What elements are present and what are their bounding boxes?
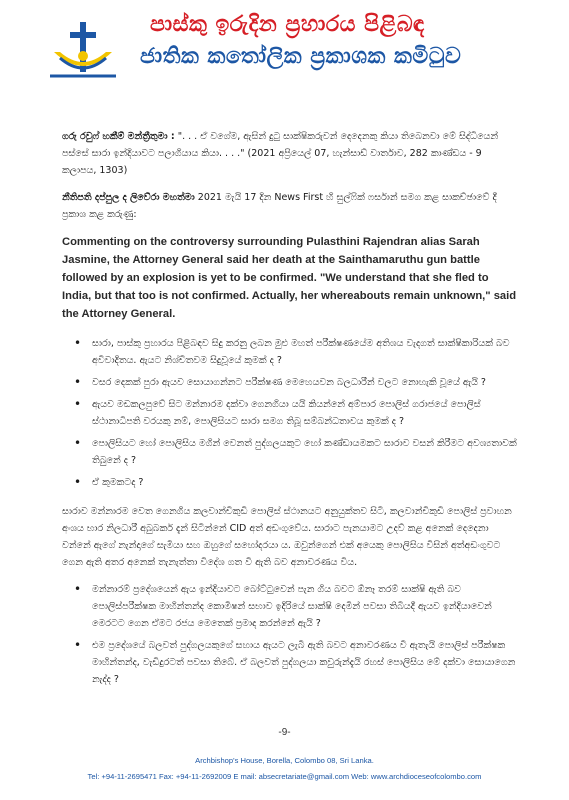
footer-contact: Tel: +94-11-2695471 Fax: +94-11-2692009 E mail: absecretariate@gmail.com Web: www.archdioceseofcolombo.com [87, 772, 482, 781]
bullet-icon: • [74, 638, 82, 652]
list-item: • එම ප්‍රදේශයේ බලවත් පුද්ගලයකුගේ සහාය ඇයට ලැබී ඇති බවට අනාවරණය වී ඇතැයි පොලිස් පරීක්ෂක මාහින්තන්ද, වැඩිදුරටත් පවසා තිබේ. ඒ බලවත් පුද්ගලයා කවුරුන්දැයි රහස් පොලිසිය මේ දක්වා සොයාගෙන නැද්ද ? [74, 638, 516, 685]
letterhead [0, 0, 569, 110]
page-number: -9- [278, 727, 291, 738]
list-item: • ඒ කුමකටද ? [74, 475, 144, 489]
hakeem-quote [62, 128, 517, 179]
committee-title-line2: ජාතික කතෝලික ප්‍රකාශක කමිටුව [140, 44, 462, 69]
list-item: • ඇයව මඩකලපුවේ සිට මන්නාරම දක්වා ගෙනගියා යයි කියන්නේ අම්පාර පොලිස් ගරාජයේ පොලිස් ස්ථානාධිපති වරයකු නම්, පොලිසියට සාරා සමග තිබූ සම්බන්ධතාවය කුමක් ද ? [74, 397, 481, 427]
bullet-icon: • [74, 436, 82, 450]
list-item: • සාරා, පාස්කු ප්‍රහාරය පිළිබඳව සිදු කරනු ලබන මුළු මහත් පරීක්ෂණයේම අතිශය වැදගත් සාක්ෂිකාරියක් බව අවිවාදිතය. ඇයට නිශ්චිතවම සිදුවූයේ කුමක් ද ? [74, 336, 510, 366]
catholic-logo-icon [48, 18, 118, 82]
question-list-1 [62, 335, 517, 491]
bullet-icon: • [74, 375, 82, 389]
intro-speaker: නීතිපති දප්පුල ද ලිවේරා මහත්මා [62, 192, 195, 203]
intro-text: 2021 මැයි 17 දින News First හි සුල්ෆික් ෆර්සාන් සමග කළ සාකච්ඡාවේ දී ප්‍රකාශ කළ කරුණු: [62, 192, 497, 220]
footer-address: Archbishop's House, Borella, Colombo 08, Sri Lanka. [195, 756, 374, 765]
bullet-icon: • [74, 397, 82, 411]
list-item: • මන්නාරම් ප්‍රදේශයෙන් ඇය ඉන්දියාවට බෝට්ටුවෙන් පැන ගිය බවට ඕනෑ තරම් සාක්ෂි ඇති බව පොලිස්පරීක්ෂක මාහින්තන්ද කොමීෂන් සභාව ඉදිරියේ සාක්ෂි දෙමින් පවසා තිබියදී ඇයව ඉන්දියාවෙන් මෙරටට ගෙන ඒමට රජය මෙතෙක් ප්‍රමාද කරන්නේ ඇයි ? [74, 582, 492, 629]
question-list-2 [62, 581, 517, 688]
list-item: • වසර දෙකක් පුරා ඇයව සොයාගන්නට පරීක්ෂණ මෙහෙයවන බලධාරීන් වලට නොහැකි වූයේ ඇයි ? [74, 375, 486, 389]
bullet-icon: • [74, 336, 82, 350]
footer [0, 742, 569, 800]
list-item: • පොලිසියට හෝ පොලිසිය මගින් වෙනත් පුද්ගලයකුට හෝ කණ්ඩායමකට සාරාව වසන් කිරීමට අවශ්‍යතාවක් තිබුනේ ද ? [74, 436, 517, 466]
attorney-general-intro [62, 189, 517, 223]
bullet-icon: • [74, 582, 82, 596]
bullet-icon: • [74, 475, 82, 489]
abubakar-paragraph: සාරාව මන්නාරම වෙත ගෙනගිය කලවාන්චිකුඩි පොලිස් ස්ථානයට අනුයුක්තව සිටි, කලවාන්චිකුඩි පොලිස් ප්‍රවාහන අංශය භාර නිලධාරී අබුබකර් දැන් සිටින්නේ CID අත් අඩංගුවේය. සාරාට පැනයාමට උදව් කළ අනෙක් දෙදෙනා වන්නේ ඇගේ නැන්දාගේ සැමියා සහ ඔහුගේ සහෝදරයා ය. ඔවුන්ගෙන් එක් අයෙකු පොලිසිය විසින් අත්අඩංගුවට ගෙන ඇති අතර අනෙක් තැනැත්තා විදේශ ගත වී ඇති බව අනාවරණය විය. [62, 506, 512, 568]
document-body [62, 128, 517, 700]
english-news-quote: Commenting on the controversy surrounding Pulasthini Rajendran alias Sarah Jasmine, the Attorney General said her death at the Sainthamaruthu gun battle followed by an explosion is yet to be confirmed. "We understand that she fled to India, but that too is not confirmed. Actually, her whereabouts remain unknown," said the Attorney General. [62, 236, 517, 320]
quote-speaker: ගරු රවුෆ් හකීම් මන්ත්‍රීතුමා : [62, 131, 175, 142]
committee-title-line1: පාස්කු ඉරුදින ප්‍රහාරය පිළිබඳ [150, 12, 425, 37]
quote-text: ". . . ඒ වගේම, ඇසින් දුටු සාක්ෂිකරුවන් දෙදෙනකු කියා තිබෙනවා මේ සිද්ධියෙන් පස්සේ සාරා ඉන්දියාවට පලාගියාය කියා. . . ." (2021 අප්‍රියෙල් 07, හැන්සාඩ් වාර්තාව, 282 කාණ්ඩය - 9 කලාපය, 1303) [62, 131, 499, 176]
